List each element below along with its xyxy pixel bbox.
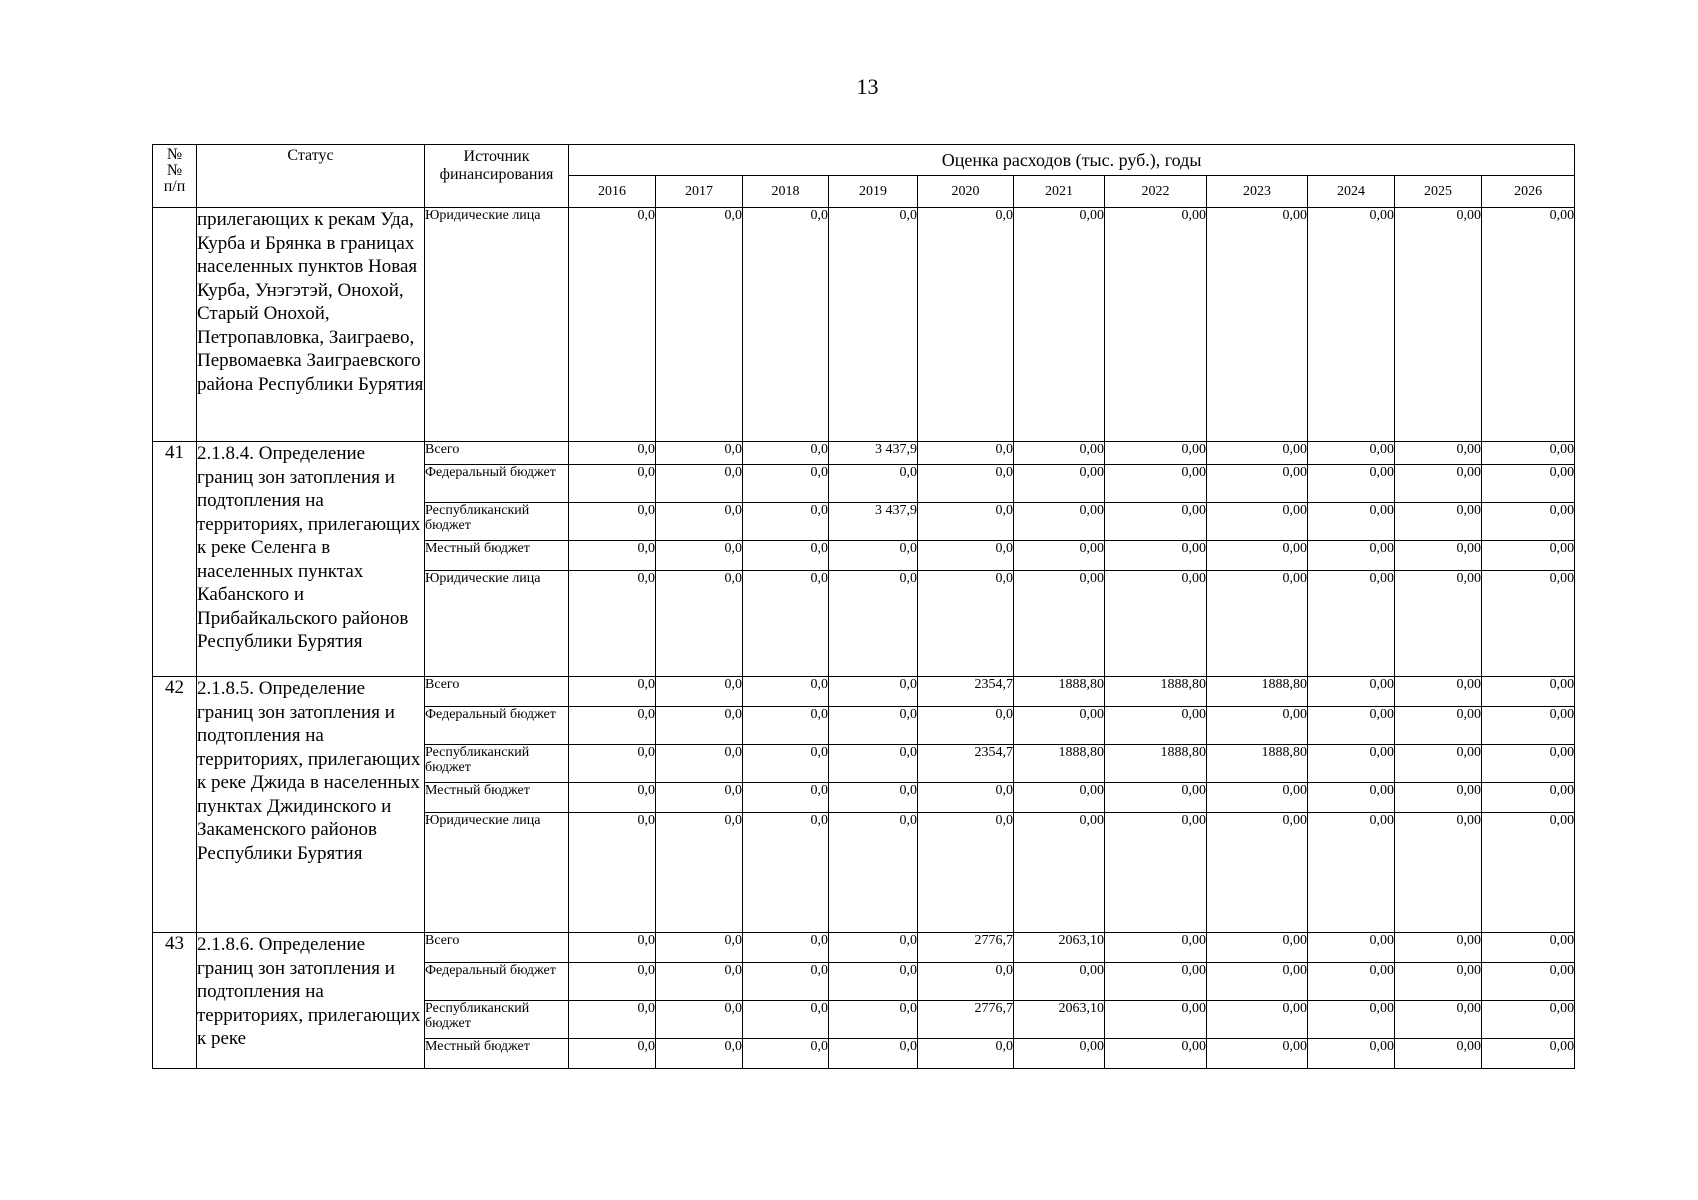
value-cell: 0,00: [1105, 933, 1207, 963]
value-cell: 0,0: [569, 465, 656, 503]
header-source: Источник финансирования: [425, 145, 569, 208]
value-cell: 0,00: [1308, 503, 1395, 541]
value-cell: 0,00: [1308, 813, 1395, 933]
value-cell: 0,0: [918, 208, 1014, 442]
value-cell: 0,00: [1482, 1001, 1575, 1039]
value-cell: 0,00: [1308, 541, 1395, 571]
value-cell: 0,0: [656, 677, 743, 707]
table-row: [153, 677, 1575, 707]
value-cell: 0,00: [1014, 707, 1105, 745]
value-cell: 0,00: [1207, 442, 1308, 465]
value-cell: 0,00: [1395, 783, 1482, 813]
value-cell: 0,00: [1308, 677, 1395, 707]
value-cell: 0,00: [1395, 813, 1482, 933]
value-cell: 2354,7: [918, 677, 1014, 707]
value-cell: 0,0: [918, 541, 1014, 571]
row-number: [153, 208, 197, 442]
value-cell: 0,00: [1207, 813, 1308, 933]
value-cell: 0,00: [1308, 1039, 1395, 1069]
value-cell: 0,0: [569, 783, 656, 813]
value-cell: 0,00: [1395, 933, 1482, 963]
value-cell: 0,00: [1395, 442, 1482, 465]
value-cell: 0,0: [656, 813, 743, 933]
funding-source: Юридические лица: [425, 813, 569, 933]
header-year: 2021: [1014, 176, 1105, 208]
value-cell: 0,0: [569, 571, 656, 677]
header-expense: Оценка расходов (тыс. руб.), годы: [569, 145, 1575, 176]
funding-source: Всего: [425, 442, 569, 465]
value-cell: 0,00: [1014, 813, 1105, 933]
value-cell: 2063,10: [1014, 933, 1105, 963]
value-cell: 0,0: [918, 707, 1014, 745]
value-cell: 0,00: [1482, 465, 1575, 503]
value-cell: 0,00: [1395, 571, 1482, 677]
value-cell: 0,00: [1308, 933, 1395, 963]
table-row: [153, 442, 1575, 465]
value-cell: 0,00: [1482, 1039, 1575, 1069]
funding-source: Республиканский бюджет: [425, 745, 569, 783]
value-cell: 0,00: [1482, 541, 1575, 571]
value-cell: 2776,7: [918, 933, 1014, 963]
row-number: 43: [153, 933, 197, 1069]
value-cell: 0,00: [1207, 1039, 1308, 1069]
value-cell: 0,00: [1014, 783, 1105, 813]
value-cell: 0,00: [1207, 963, 1308, 1001]
value-cell: 0,0: [656, 1039, 743, 1069]
value-cell: 0,0: [656, 707, 743, 745]
header-year: 2022: [1105, 176, 1207, 208]
value-cell: 0,0: [829, 783, 918, 813]
value-cell: 0,00: [1482, 571, 1575, 677]
header-year: 2026: [1482, 176, 1575, 208]
value-cell: 3 437,9: [829, 503, 918, 541]
value-cell: 0,00: [1482, 933, 1575, 963]
value-cell: 0,00: [1482, 442, 1575, 465]
value-cell: 0,0: [569, 541, 656, 571]
funding-source: Юридические лица: [425, 208, 569, 442]
value-cell: 0,0: [829, 933, 918, 963]
value-cell: 0,0: [656, 1001, 743, 1039]
value-cell: 0,00: [1395, 465, 1482, 503]
value-cell: 0,0: [569, 707, 656, 745]
value-cell: 0,00: [1105, 503, 1207, 541]
value-cell: 0,00: [1482, 813, 1575, 933]
value-cell: 0,00: [1105, 707, 1207, 745]
value-cell: 0,00: [1105, 442, 1207, 465]
value-cell: 0,0: [829, 541, 918, 571]
value-cell: 0,0: [918, 963, 1014, 1001]
value-cell: 0,00: [1395, 963, 1482, 1001]
header-year: 2018: [743, 176, 829, 208]
value-cell: 0,0: [743, 503, 829, 541]
budget-table: [152, 144, 1575, 1069]
value-cell: 0,00: [1308, 442, 1395, 465]
value-cell: 0,0: [569, 1001, 656, 1039]
value-cell: 0,0: [829, 1001, 918, 1039]
value-cell: 0,00: [1014, 503, 1105, 541]
value-cell: 0,00: [1308, 963, 1395, 1001]
value-cell: 0,00: [1482, 707, 1575, 745]
value-cell: 0,00: [1207, 503, 1308, 541]
value-cell: 0,0: [656, 933, 743, 963]
value-cell: 0,0: [569, 963, 656, 1001]
funding-source: Местный бюджет: [425, 541, 569, 571]
value-cell: 0,00: [1014, 571, 1105, 677]
header-year: 2019: [829, 176, 918, 208]
value-cell: 0,0: [918, 465, 1014, 503]
value-cell: 0,00: [1105, 465, 1207, 503]
funding-source: Всего: [425, 677, 569, 707]
value-cell: 0,0: [743, 208, 829, 442]
header-year: 2017: [656, 176, 743, 208]
value-cell: 0,00: [1105, 541, 1207, 571]
value-cell: 0,0: [743, 1001, 829, 1039]
value-cell: 0,00: [1308, 465, 1395, 503]
value-cell: 0,0: [656, 541, 743, 571]
value-cell: 0,0: [743, 745, 829, 783]
value-cell: 0,00: [1395, 707, 1482, 745]
value-cell: 0,00: [1308, 1001, 1395, 1039]
funding-source: Юридические лица: [425, 571, 569, 677]
funding-source: Республиканский бюджет: [425, 1001, 569, 1039]
value-cell: 0,0: [829, 707, 918, 745]
value-cell: 0,00: [1395, 1039, 1482, 1069]
value-cell: 0,00: [1395, 541, 1482, 571]
table-body: [153, 208, 1575, 1069]
value-cell: 0,00: [1207, 541, 1308, 571]
value-cell: 0,00: [1482, 783, 1575, 813]
value-cell: 0,00: [1207, 1001, 1308, 1039]
header-row-top: [153, 145, 1575, 176]
value-cell: 0,00: [1308, 571, 1395, 677]
value-cell: 0,00: [1207, 465, 1308, 503]
page-number: 13: [856, 74, 879, 99]
header-year: 2020: [918, 176, 1014, 208]
value-cell: 2354,7: [918, 745, 1014, 783]
value-cell: 0,00: [1308, 745, 1395, 783]
value-cell: 0,0: [743, 813, 829, 933]
value-cell: 0,00: [1014, 963, 1105, 1001]
value-cell: 0,0: [743, 707, 829, 745]
value-cell: 0,0: [569, 813, 656, 933]
value-cell: 0,0: [656, 442, 743, 465]
value-cell: 0,0: [829, 963, 918, 1001]
value-cell: 0,0: [743, 783, 829, 813]
header-year: 2016: [569, 176, 656, 208]
value-cell: 0,00: [1395, 677, 1482, 707]
value-cell: 0,00: [1207, 707, 1308, 745]
value-cell: 0,00: [1105, 1001, 1207, 1039]
value-cell: 0,0: [829, 745, 918, 783]
value-cell: 0,00: [1014, 465, 1105, 503]
value-cell: 1888,80: [1207, 677, 1308, 707]
value-cell: 0,00: [1395, 503, 1482, 541]
funding-source: Федеральный бюджет: [425, 465, 569, 503]
header-number: № № п/п: [153, 145, 197, 208]
row-number: 41: [153, 442, 197, 677]
value-cell: 0,00: [1482, 503, 1575, 541]
table-row: [153, 933, 1575, 963]
value-cell: 0,00: [1308, 707, 1395, 745]
value-cell: 0,00: [1014, 208, 1105, 442]
funding-source: Всего: [425, 933, 569, 963]
value-cell: 0,0: [656, 783, 743, 813]
value-cell: 0,0: [829, 1039, 918, 1069]
value-cell: 0,00: [1482, 677, 1575, 707]
value-cell: 2063,10: [1014, 1001, 1105, 1039]
value-cell: 0,00: [1105, 571, 1207, 677]
value-cell: 0,00: [1105, 963, 1207, 1001]
value-cell: 0,00: [1308, 783, 1395, 813]
value-cell: 0,0: [569, 933, 656, 963]
value-cell: 0,00: [1395, 745, 1482, 783]
value-cell: 0,0: [656, 745, 743, 783]
value-cell: 0,0: [743, 465, 829, 503]
value-cell: 0,00: [1207, 783, 1308, 813]
value-cell: 1888,80: [1207, 745, 1308, 783]
value-cell: 1888,80: [1105, 677, 1207, 707]
funding-source: Местный бюджет: [425, 1039, 569, 1069]
value-cell: 0,0: [918, 813, 1014, 933]
funding-source: Местный бюджет: [425, 783, 569, 813]
value-cell: 0,0: [656, 208, 743, 442]
value-cell: 0,00: [1207, 933, 1308, 963]
value-cell: 0,00: [1014, 541, 1105, 571]
value-cell: 2776,7: [918, 1001, 1014, 1039]
value-cell: 0,00: [1395, 208, 1482, 442]
value-cell: 0,0: [743, 541, 829, 571]
value-cell: 0,0: [829, 813, 918, 933]
value-cell: 0,00: [1014, 442, 1105, 465]
table-row: [153, 208, 1575, 442]
value-cell: 0,0: [569, 745, 656, 783]
value-cell: 3 437,9: [829, 442, 918, 465]
value-cell: 0,0: [918, 1039, 1014, 1069]
value-cell: 0,0: [743, 677, 829, 707]
funding-source: Республиканский бюджет: [425, 503, 569, 541]
value-cell: 0,0: [656, 465, 743, 503]
value-cell: 0,0: [743, 442, 829, 465]
value-cell: 0,00: [1482, 208, 1575, 442]
funding-source: Федеральный бюджет: [425, 707, 569, 745]
value-cell: 0,0: [829, 571, 918, 677]
value-cell: 0,0: [569, 1039, 656, 1069]
value-cell: 0,0: [743, 571, 829, 677]
value-cell: 0,0: [656, 963, 743, 1001]
value-cell: 0,00: [1308, 208, 1395, 442]
value-cell: 0,00: [1482, 745, 1575, 783]
status-cell: прилегающих к рекам Уда, Курба и Брянка в границах населенных пунктов Новая Курба, Унэгэтэй, Онохой, Старый Онохой, Петропавловка, Заиграево, Первомаевка Заиграевского района Республики Бурятия: [197, 208, 425, 442]
value-cell: 0,00: [1395, 1001, 1482, 1039]
value-cell: 0,0: [656, 571, 743, 677]
status-cell: 2.1.8.4. Определение границ зон затопления и подтопления на территориях, прилегающих к реке Селенга в населенных пунктах Кабанского и Прибайкальского районов Республики Бурятия: [197, 442, 425, 677]
value-cell: 0,00: [1482, 963, 1575, 1001]
header-year: 2023: [1207, 176, 1308, 208]
value-cell: 0,0: [918, 571, 1014, 677]
value-cell: 0,0: [743, 933, 829, 963]
status-cell: 2.1.8.5. Определение границ зон затопления и подтопления на территориях, прилегающих к реке Джида в населенных пунктах Джидинского и Закаменского районов Республики Бурятия: [197, 677, 425, 933]
header-year: 2024: [1308, 176, 1395, 208]
value-cell: 0,0: [743, 963, 829, 1001]
value-cell: 0,00: [1207, 208, 1308, 442]
value-cell: 1888,80: [1014, 745, 1105, 783]
value-cell: 0,0: [918, 783, 1014, 813]
value-cell: 0,0: [656, 503, 743, 541]
value-cell: 1888,80: [1105, 745, 1207, 783]
value-cell: 0,00: [1105, 783, 1207, 813]
value-cell: 0,00: [1105, 813, 1207, 933]
value-cell: 0,0: [569, 208, 656, 442]
value-cell: 0,0: [569, 442, 656, 465]
value-cell: 0,00: [1105, 208, 1207, 442]
value-cell: 0,00: [1014, 1039, 1105, 1069]
header-year: 2025: [1395, 176, 1482, 208]
value-cell: 0,0: [829, 465, 918, 503]
value-cell: 0,00: [1207, 571, 1308, 677]
funding-source: Федеральный бюджет: [425, 963, 569, 1001]
value-cell: 0,0: [918, 503, 1014, 541]
status-cell: 2.1.8.6. Определение границ зон затопления и подтопления на территориях, прилегающих к реке: [197, 933, 425, 1069]
table-header: [153, 145, 1575, 208]
row-number: 42: [153, 677, 197, 933]
value-cell: 0,0: [743, 1039, 829, 1069]
header-status: Статус: [197, 145, 425, 208]
value-cell: 0,0: [829, 677, 918, 707]
value-cell: 0,0: [569, 503, 656, 541]
value-cell: 1888,80: [1014, 677, 1105, 707]
value-cell: 0,0: [569, 677, 656, 707]
value-cell: 0,0: [918, 442, 1014, 465]
value-cell: 0,00: [1105, 1039, 1207, 1069]
value-cell: 0,0: [829, 208, 918, 442]
